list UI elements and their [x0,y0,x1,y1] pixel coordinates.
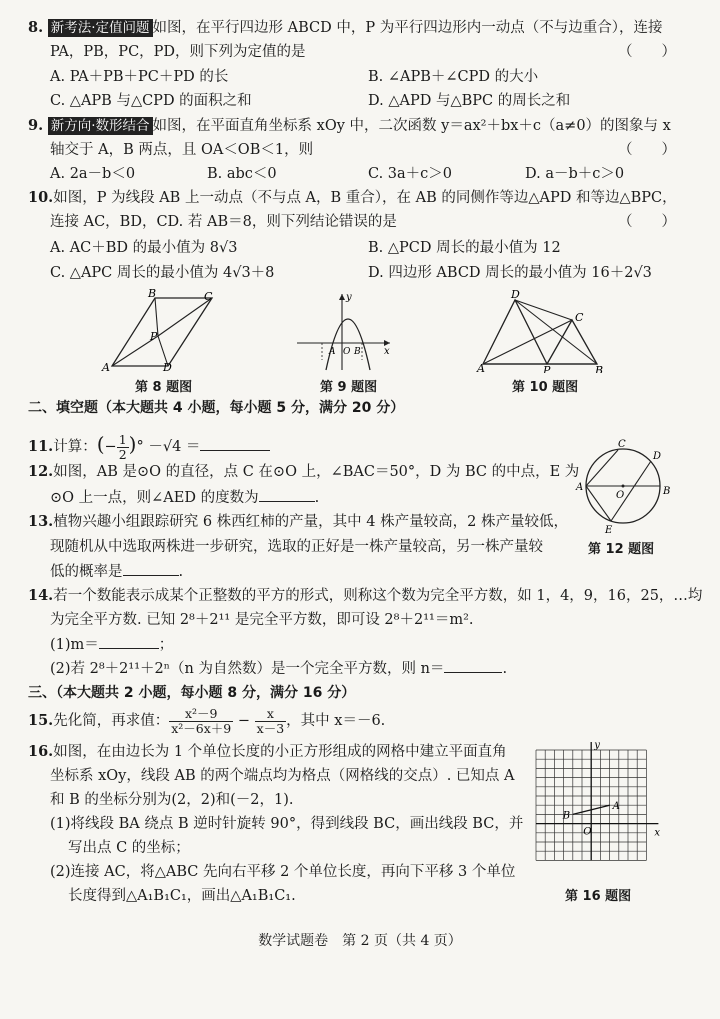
fig10-bpc [547,320,597,364]
q8-opt-b: B. ∠APB＋∠CPD 的大小 [368,69,539,85]
q8-number: 8. [28,19,44,36]
fig12-caption: 第 12 题图 [588,542,655,557]
q10-paren: （ ） [618,214,676,230]
q10-stem-2: 连接 AC，BD，CD. 若 AB＝8，则下列结论错误的是 [50,214,397,230]
q9-line1 [28,116,671,136]
q16-sub2-2: 长度得到△A₁B₁C₁，画出△A₁B₁C₁. [68,888,296,904]
fig10-bd [515,300,597,364]
q9-tag: 新方向·数形结合 [48,117,153,135]
q15-prefix: 先化简，再求值： [53,713,170,729]
fig10-label-a: A [477,362,485,373]
q14-line1 [28,586,702,606]
q9-opt-c: C. 3a＋c＞0 [368,166,453,182]
q11-frac-den: 2 [118,446,127,462]
q12-stem-1: 如图，AB 是⊙O 的直径，点 C 在⊙O 上，∠BAC＝50°，D 为 BC 的中点，E 为 [53,464,580,480]
q13-answer-blank[interactable] [123,561,179,576]
fig8-label-p: P [150,330,158,343]
fig9-y-arrow [339,294,345,300]
q10-opt-c: C. △APC 周长的最小值为 4√3＋8 [50,265,275,281]
fig10-label-d: D [511,288,520,301]
page-footer: 数学试题卷 第 2 页（共 4 页） [258,933,462,949]
q8-opt-d: D. △APD 与△BPC 的周长之和 [368,93,571,109]
q14-number: 14. [28,587,54,604]
q15-line: 15.先化简，再求值： $\frac{\text{x²－9}}{\text{x²－6x＋9}}$ − $\frac{x}{x-3}$ ，其中 x＝－6. [28,705,386,736]
q10-opt-a: A. AC＋BD 的最小值为 8√3 [50,240,238,256]
q16-stem-1: 如图，在由边长为 1 个单位长度的小正方形组成的网格中建立平面直角 [53,744,507,760]
q16-line1 [28,742,507,762]
fig8-caption: 第 8 题图 [135,380,193,395]
q13-stem-2: 现随机从中选取两株进一步研究，选取的正好是一株产量较高，另一株产量较 [50,539,543,555]
q14-sub1: (1)m＝ [50,637,99,653]
q13-stem-1: 植物兴趣小组跟踪研究 6 株西红柿的产量，其中 4 株产量较高，2 株产量较低， [53,514,568,530]
q15-f2-num: x [255,707,287,722]
q16-sub1-2: 写出点 C 的坐标； [68,840,190,856]
q10-opt-d: D. 四边形 ABCD 周长的最小值为 16＋2√3 [368,265,652,281]
fig10-label-b: B [595,364,604,373]
q16-sub1-1: (1)将线段 BA 绕点 B 逆时针旋转 90°，得到线段 BC，画出线段 BC，并 [50,816,524,832]
q13-stem-3: 低的概率是 [50,564,123,580]
fig10-apd [483,300,547,364]
q14-sub2: (2)若 2⁸＋2¹¹＋2ⁿ（n 为自然数）是一个完全平方数，则 n＝ [50,661,445,677]
q12-answer-blank[interactable] [259,487,315,502]
q15-suffix: ，其中 x＝－6. [286,713,386,729]
q11-paren-open: ( [96,432,105,456]
q9-opt-d: D. a－b＋c＞0 [525,166,625,182]
q16-stem-2: 坐标系 xOy，线段 AB 的两个端点均为格点（网格线的交点）. 已知点 A [50,768,515,784]
q8-opt-a: A. PA＋PB＋PC＋PD 的长 [50,69,229,85]
fig12-label-a: A [576,482,584,493]
q15-number: 15. [28,712,54,729]
q12-line1 [28,462,579,482]
q15-fraction-2 [255,707,287,736]
fig12-label-c: C [618,439,626,450]
q10-number: 10. [28,189,54,206]
fig12-label-e: E [605,525,613,536]
q11-frac-num: 1 [118,431,127,447]
q11-fraction [117,433,129,462]
fig9-label-a: A [329,347,336,357]
q8-line1 [28,18,663,38]
fig8-label-b: B [148,288,157,300]
fig8-pc [158,298,212,336]
figure-8 [100,288,225,373]
q14-sub1-line: (1)m＝ ； [50,634,173,655]
q15-fraction-1 [169,707,233,736]
q14-sub1-blank[interactable] [99,634,159,649]
section-3-heading: 三、（本大题共 2 小题，每小题 8 分，满分 16 分） [28,685,356,701]
fig10-label-c: C [575,311,584,324]
fig8-label-d: D [163,361,172,373]
q15-f1-den: x²－6x＋9 [171,720,232,736]
q8-tag: 新考法·定值问题 [48,19,153,37]
q9-opt-a: A. 2a－b＜0 [50,166,136,182]
fig10-label-p: P [543,364,551,373]
fig9-label-x: x [384,346,390,357]
q9-paren: （ ） [618,142,676,158]
fig9-caption: 第 9 题图 [320,380,378,395]
figure-12 [573,436,673,536]
q9-opt-b: B. abc＜0 [207,166,277,182]
fig12-label-d: D [653,451,662,462]
q9-stem-1: 如图，在平面直角坐标系 xOy 中，二次函数 y＝ax²＋bx＋c（a≠0）的图象与 x [152,118,671,134]
q14-sub2-blank[interactable] [444,658,502,673]
q16-number: 16. [28,743,54,760]
q11-paren-close: ) [128,432,137,456]
q11-rest: ° －√4 ＝ [136,439,201,455]
fig12-center-dot [622,485,625,488]
q13-line1 [28,512,568,532]
q13-number: 13. [28,513,54,530]
fig16-label-x: x [654,827,661,839]
q9-stem-2: 轴交于 A，B 两点，且 OA＜OB＜1，则 [50,142,314,158]
q10-opt-b: B. △PCD 周长的最小值为 12 [368,240,561,256]
q12-number: 12. [28,463,54,480]
q14-stem-2: 为完全平方数. 已知 2⁸＋2¹¹ 是完全平方数，即可设 2⁸＋2¹¹＝m². [50,612,474,628]
q11-prefix: 计算： [53,439,97,455]
q15-f1-num: x²－9 [169,707,233,722]
q8-stem-2: PA，PB，PC，PD，则下列为定值的是 [50,44,306,60]
q14-sub2-line: (2)若 2⁸＋2¹¹＋2ⁿ（n 为自然数）是一个完全平方数，则 n＝ . [50,658,507,679]
fig16-label-b: B [562,810,571,822]
fig16-label-o: O [583,826,592,838]
q8-paren: （ ） [618,44,676,60]
fig10-caption: 第 10 题图 [512,380,579,395]
q11-answer-blank[interactable] [200,436,270,451]
fig12-label-o: O [616,490,625,501]
q10-stem-1: 如图，P 为线段 AB 上一动点（不与点 A，B 重合），在 AB 的同侧作等边△APD 和等边△BPC， [53,190,677,206]
q11-line: 11.计算：(− $\frac{1}{2}$ )° －√4 ＝ [28,428,270,460]
fig8-label-c: C [204,290,213,303]
q15-f2-den: x－3 [256,720,285,736]
q11-number: 11. [28,438,54,455]
section-2-heading: 二、填空题（本大题共 4 小题，每小题 5 分，满分 20 分） [28,400,405,416]
fig16-caption: 第 16 题图 [565,889,632,904]
fig9-label-y: y [346,292,352,303]
fig9-label-o: O [343,347,351,357]
fig9-label-b: B [354,347,361,357]
q10-line1 [28,188,677,208]
fig8-label-a: A [102,361,110,373]
q16-stem-3: 和 B 的坐标分别为(2，2)和(－2，1). [50,792,294,808]
q8-opt-c: C. △APB 与△CPD 的面积之和 [50,93,252,109]
q14-stem-1: 若一个数能表示成某个正整数的平方的形式，则称这个数为完全平方数，如 1，4，9，16，25，…均 [53,588,703,604]
fig10-ac [483,320,572,364]
q8-stem-1: 如图，在平行四边形 ABCD 中，P 为平行四边形内一动点（不与边重合），连接 [152,20,663,36]
q12-line2: ⊙O 上一点，则∠AED 的度数为 . [50,487,319,508]
q13-line3: 低的概率是 . [50,561,183,582]
q16-sub2-1: (2)连接 AC，将△ABC 先向右平移 2 个单位长度，再向下平移 3 个单位 [50,864,516,880]
fig9-parabola [326,319,370,370]
figure-10 [475,288,610,373]
q9-number: 9. [28,117,44,134]
fig16-label-a: A [612,801,620,813]
fig12-label-b: B [663,486,671,497]
figure-9 [292,290,397,375]
figure-16 [528,740,678,890]
fig16-label-y: y [594,740,600,751]
q12-stem-2: ⊙O 上一点，则∠AED 的度数为 [50,490,259,506]
